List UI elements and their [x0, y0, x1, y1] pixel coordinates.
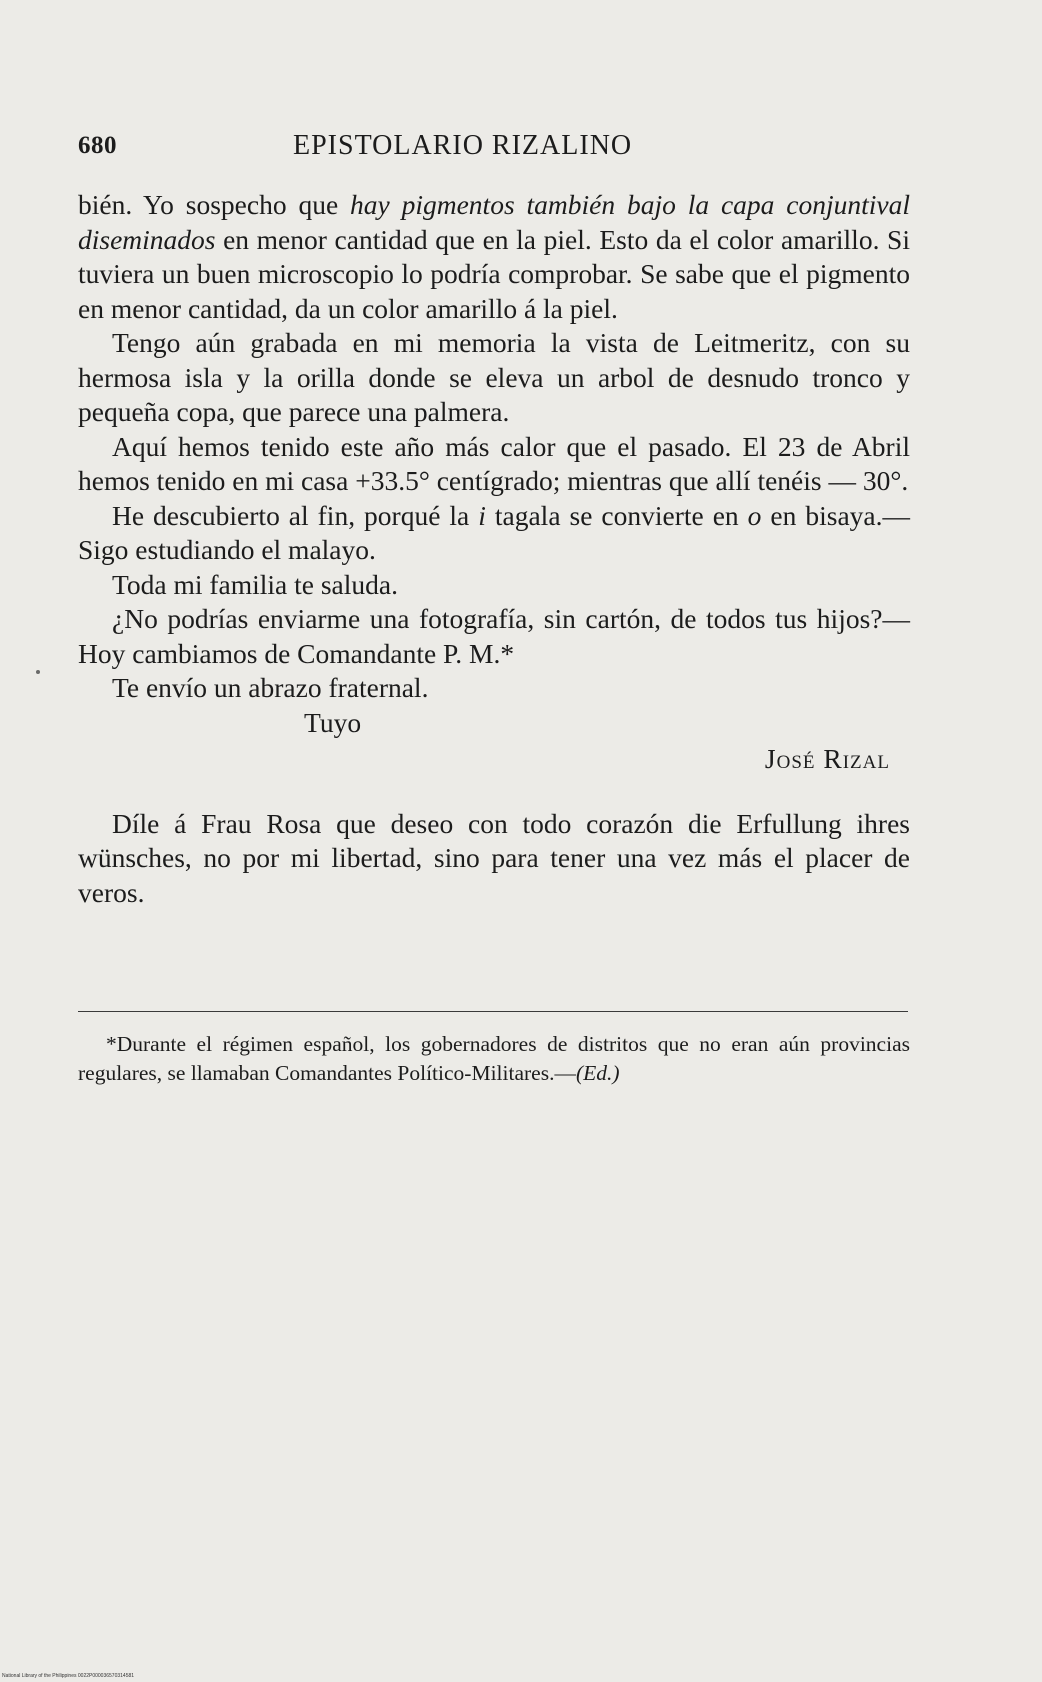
paragraph-4: He descubierto al fin, porqué la i tagala se convierte en o en bisaya.—Sigo estudiando el malayo. [78, 499, 910, 565]
closing: Tuyo [304, 706, 362, 738]
paragraph-3: Aquí hemos tenido este año más calor que el pasado. El 23 de Abril hemos tenido en mi casa +33.5° centígrado; mientras que allí tenéis — 30°. [78, 430, 910, 496]
footnote: *Durante el régimen español, los gobernadores de distritos que no eran aún provincias regulares, se llamaban Comandantes Político-Militares.—(Ed.) [78, 1032, 910, 1085]
paragraph-1: bién. Yo sospecho que hay pigmentos también bajo la capa conjuntival diseminados en menor cantidad que en la piel. Esto da el color amarillo. Si tuviera un buen microscopio lo podría comprobar. Se sabe que el pigmento en menor cantidad, da un color amarillo á la piel. [78, 189, 910, 324]
footnote-divider [78, 1011, 908, 1012]
margin-mark [36, 670, 40, 674]
postscript: Díle á Frau Rosa que deseo con todo corazón die Erfullung ihres wünsches, no por mi libertad, sino para tener una vez más el placer de veros. [78, 807, 910, 908]
paragraph-6: ¿No podrías enviarme una fotografía, sin cartón, de todos tus hijos?—Hoy cambiamos de Comandante P. M.* [78, 603, 910, 669]
page-number: 680 [78, 132, 117, 159]
signature: José Rizal [764, 743, 890, 774]
paragraph-2: Tengo aún grabada en mi memoria la vista de Leitmeritz, con su hermosa isla y la orilla donde se eleva un arbol de desnudo tronco y pequeña copa, que parece una palmera. [78, 327, 910, 427]
running-title: EPISTOLARIO RIZALINO [293, 130, 633, 161]
letter-body [78, 188, 910, 910]
italic-phrase: hay pigmentos también bajo la capa conjuntival diseminados [78, 189, 910, 255]
editor-mark: (Ed.) [575, 1060, 620, 1085]
page-header [78, 130, 908, 170]
library-credit: National Library of the Philippines 0022P000036570314581 [2, 1673, 135, 1679]
paragraph-5: Toda mi familia te saluda. [112, 568, 398, 600]
paragraph-7: Te envío un abrazo fraternal. [112, 672, 429, 703]
